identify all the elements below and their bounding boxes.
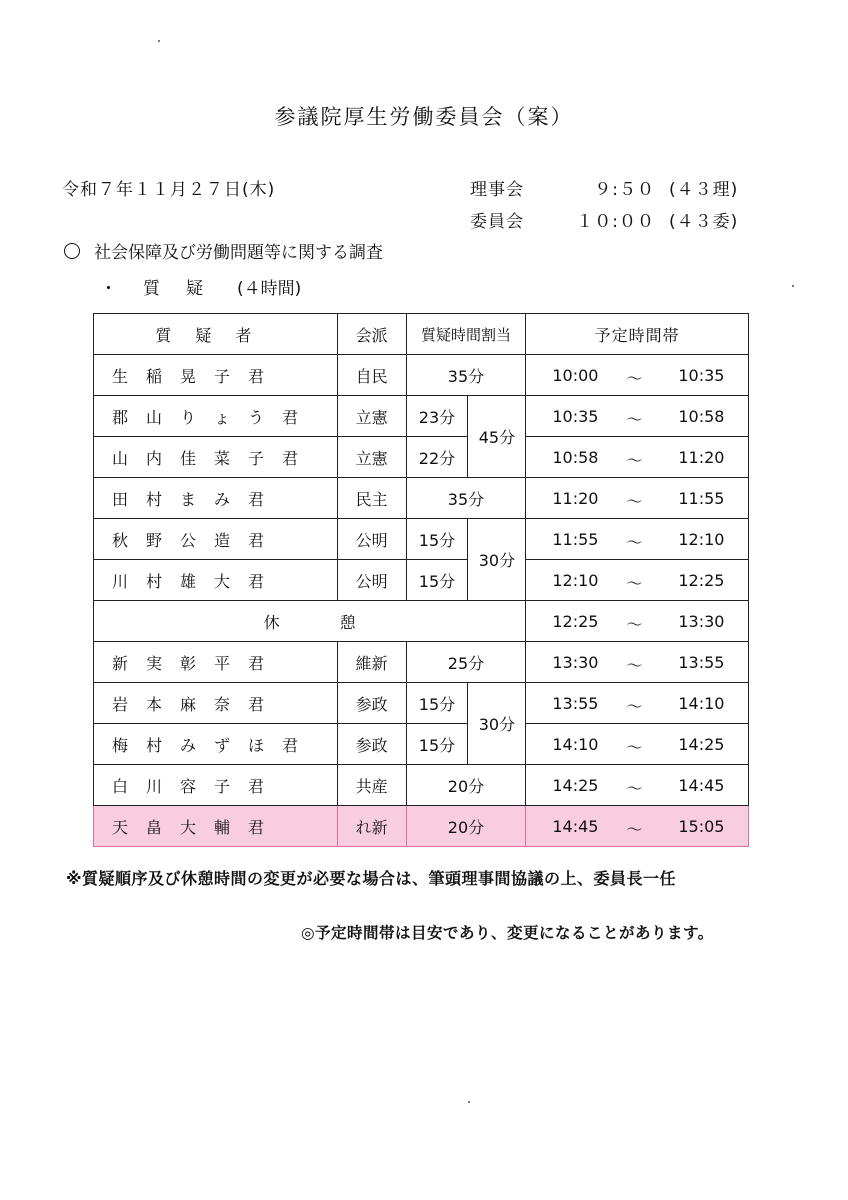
questioner-name: 新実彰平君 [94, 642, 338, 683]
scan-speck [158, 40, 160, 42]
questioner-name: 岩本麻奈君 [94, 683, 338, 724]
faction-cell: 自民 [337, 355, 406, 396]
start-time: 14:10 [552, 735, 599, 754]
faction-cell: 立憲 [337, 437, 406, 478]
end-time: 14:45 [678, 776, 725, 795]
end-time: 15:05 [678, 817, 725, 836]
allocation-cell: 15分 [406, 560, 468, 601]
scan-speck [468, 1101, 470, 1103]
range-separator: ～ [626, 656, 643, 675]
faction-cell: 共産 [337, 765, 406, 806]
allocation-cell: 23分 [406, 396, 468, 437]
start-time: 12:10 [552, 571, 599, 590]
questioning-duration: (４時間) [237, 279, 302, 299]
time-band-cell [526, 355, 749, 396]
time-band-cell [526, 642, 749, 683]
highlighted-table-row [94, 806, 749, 847]
agenda-topic-text: 社会保障及び労働問題等に関する調査 [94, 243, 383, 263]
start-time: 14:25 [552, 776, 599, 795]
end-time: 10:58 [678, 407, 725, 426]
table-row [94, 724, 749, 765]
schedule-label: 委員会 [470, 212, 524, 232]
schedule-room: (４３理) [669, 180, 739, 200]
questioner-name: 梅村みずほ君 [94, 724, 338, 765]
table-row [94, 765, 749, 806]
table-row [94, 355, 749, 396]
faction-cell: 維新 [337, 642, 406, 683]
header-questioner: 質疑者 [94, 314, 338, 355]
circle-bullet-icon [64, 243, 80, 259]
questioning-schedule-table [93, 313, 749, 847]
time-band-cell [526, 765, 749, 806]
allocation-cell: 22分 [406, 437, 468, 478]
schedule-room: (４３委) [669, 212, 739, 232]
allocation-cell: 35分 [406, 478, 526, 519]
end-time: 13:30 [678, 612, 725, 631]
meeting-date: 令和７年１１月２７日(木) [62, 180, 276, 200]
schedule-directors-meeting [470, 175, 738, 200]
start-time: 12:25 [552, 612, 599, 631]
start-time: 10:00 [552, 366, 599, 385]
range-separator: ～ [626, 410, 643, 429]
header-faction: 会派 [337, 314, 406, 355]
start-time: 14:45 [552, 817, 599, 836]
questioner-name: 山内佳菜子君 [94, 437, 338, 478]
faction-cell: 公明 [337, 519, 406, 560]
agenda-topic [64, 238, 383, 263]
header-allocation: 質疑時間割当 [406, 314, 526, 355]
time-band-cell [526, 806, 749, 847]
table-row [94, 478, 749, 519]
allocation-cell: 15分 [406, 724, 468, 765]
end-time: 12:10 [678, 530, 725, 549]
range-separator: ～ [626, 820, 643, 839]
start-time: 10:58 [552, 448, 599, 467]
group-allocation-cell: 30分 [468, 683, 526, 765]
time-band-cell [526, 478, 749, 519]
questioner-name: 天畠大輔君 [94, 806, 338, 847]
schedule-committee-meeting [470, 207, 738, 232]
time-band-cell [526, 724, 749, 765]
questioning-label: ・質疑 [100, 279, 229, 299]
allocation-cell: 25分 [406, 642, 526, 683]
range-separator: ～ [626, 738, 643, 757]
time-band-cell [526, 396, 749, 437]
allocation-cell: 15分 [406, 683, 468, 724]
range-separator: ～ [626, 533, 643, 552]
end-time: 10:35 [678, 366, 725, 385]
faction-cell: 民主 [337, 478, 406, 519]
end-time: 11:20 [678, 448, 725, 467]
scan-speck [792, 285, 794, 287]
recess-label: 休憩 [94, 601, 526, 642]
allocation-cell: 35分 [406, 355, 526, 396]
end-time: 11:55 [678, 489, 725, 508]
time-band-cell [526, 437, 749, 478]
allocation-cell: 20分 [406, 806, 526, 847]
order-change-note: ※質疑順序及び休憩時間の変更が必要な場合は、筆頭理事間協議の上、委員長一任 [66, 869, 677, 888]
questioner-name: 郡山りょう君 [94, 396, 338, 437]
time-band-note: ◎予定時間帯は目安であり、変更になることがあります。 [301, 924, 714, 942]
group-allocation-cell: 30分 [468, 519, 526, 601]
start-time: 11:20 [552, 489, 599, 508]
schedule-label: 理事会 [470, 180, 524, 200]
range-separator: ～ [626, 697, 643, 716]
table-row [94, 396, 749, 437]
time-band-cell [526, 683, 749, 724]
table-row [94, 519, 749, 560]
schedule-time: ９:５０ [594, 180, 655, 200]
questioner-name: 白川容子君 [94, 765, 338, 806]
questioner-name: 田村まみ君 [94, 478, 338, 519]
faction-cell: れ新 [337, 806, 406, 847]
start-time: 13:30 [552, 653, 599, 672]
range-separator: ～ [626, 451, 643, 470]
faction-cell: 参政 [337, 724, 406, 765]
table-header-row [94, 314, 749, 355]
group-allocation-cell: 45分 [468, 396, 526, 478]
end-time: 14:25 [678, 735, 725, 754]
questioner-name: 生稲晃子君 [94, 355, 338, 396]
schedule-time: １０:００ [576, 212, 655, 232]
range-separator: ～ [626, 492, 643, 511]
page-title: 参議院厚生労働委員会（案） [274, 105, 574, 129]
time-band-cell [526, 519, 749, 560]
end-time: 13:55 [678, 653, 725, 672]
questioning-heading [100, 274, 301, 299]
table-row [94, 642, 749, 683]
time-band-cell [526, 560, 749, 601]
faction-cell: 参政 [337, 683, 406, 724]
end-time: 12:25 [678, 571, 725, 590]
table-row [94, 437, 749, 478]
start-time: 10:35 [552, 407, 599, 426]
allocation-cell: 15分 [406, 519, 468, 560]
table-row [94, 683, 749, 724]
range-separator: ～ [626, 574, 643, 593]
end-time: 14:10 [678, 694, 725, 713]
recess-row [94, 601, 749, 642]
faction-cell: 公明 [337, 560, 406, 601]
questioner-name: 秋野公造君 [94, 519, 338, 560]
start-time: 11:55 [552, 530, 599, 549]
questioner-name: 川村雄大君 [94, 560, 338, 601]
range-separator: ～ [626, 615, 643, 634]
table-row [94, 560, 749, 601]
range-separator: ～ [626, 779, 643, 798]
range-separator: ～ [626, 369, 643, 388]
allocation-cell: 20分 [406, 765, 526, 806]
header-time-band: 予定時間帯 [526, 314, 749, 355]
time-band-cell [526, 601, 749, 642]
start-time: 13:55 [552, 694, 599, 713]
faction-cell: 立憲 [337, 396, 406, 437]
